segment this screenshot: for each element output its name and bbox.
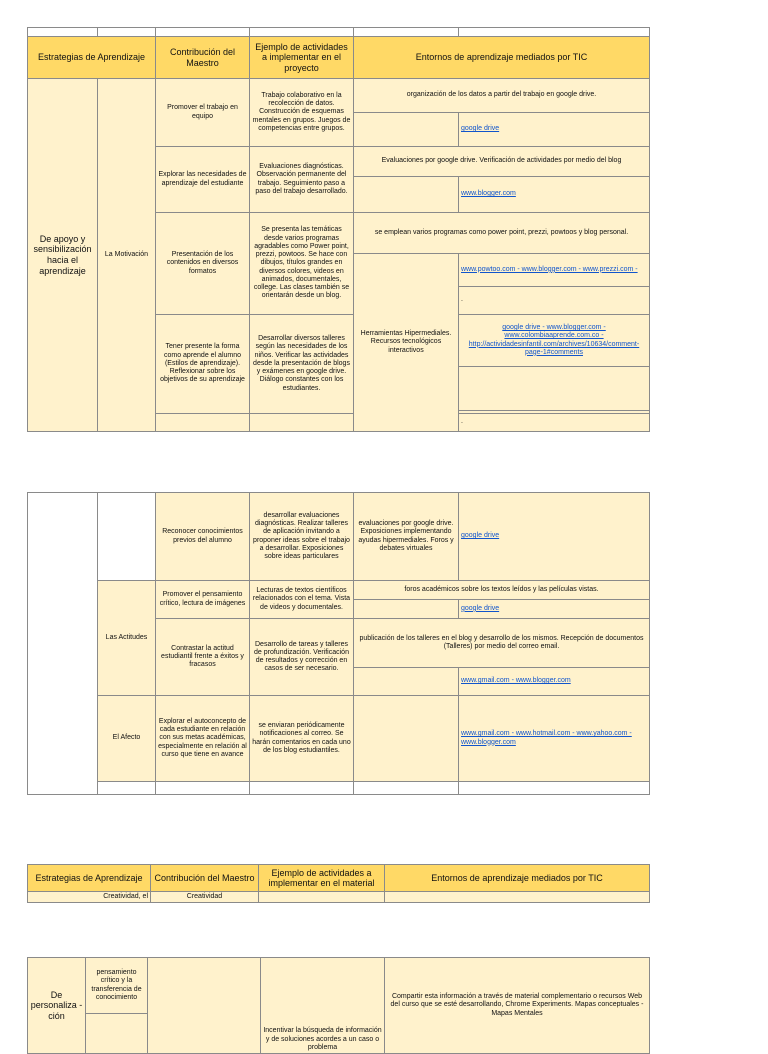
blank-cell — [459, 782, 650, 795]
environment-cell: Evaluaciones por google drive. Verificación de actividades por medio del blog — [354, 147, 650, 177]
table-strategies-2 — [27, 492, 650, 795]
environment-cell: foros académicos sobre los textos leídos y las películas vistas. — [354, 581, 650, 600]
contribution-cell: Reconocer conocimientos previos del alumno — [156, 493, 250, 581]
blank-cell — [250, 782, 354, 795]
environment-cell: Compartir esta información a través de material complementario o recursos Web del curso que se esté desarrollando, Chrome Experiments. Mapas conceptuales - Mapas Mentales — [385, 958, 650, 1054]
example-cell: Incentivar la búsqueda de información y de soluciones acordes a un caso o problema — [261, 958, 385, 1054]
table-strategies-4 — [27, 957, 650, 1054]
link-blogger[interactable]: www.blogger.com — [461, 190, 516, 198]
link-gmail-blogger[interactable]: www.gmail.com - www.blogger.com — [461, 677, 571, 685]
blank-strategy-cell — [28, 493, 98, 795]
blank-cell — [98, 782, 156, 795]
link-google-drive[interactable]: google drive — [461, 125, 500, 133]
example-cell: Trabajo colaborativo en la recolección de datos. Construcción de esquemas mentales en grupos. Juegos de competencias entre grupos. — [250, 79, 354, 147]
link-extra-cell: . — [459, 414, 650, 432]
contribution-cell: Presentación de los contenidos en diversos formatos — [156, 213, 250, 315]
merged-tools-cell: Herramientas Hipermediales. Recursos tecnológicos interactivos — [354, 254, 459, 432]
blank-cell — [148, 958, 261, 1054]
link-google-drive[interactable]: google drive — [461, 532, 500, 540]
contribution-cell: Promover el pensamiento crítico, lectura de imágenes — [156, 581, 250, 619]
blank-cell — [259, 892, 385, 903]
blank-cell — [459, 367, 650, 411]
strategy-cell: De personaliza - ción — [28, 958, 86, 1054]
link-cell — [459, 315, 650, 367]
example-cell: Se presenta las temáticas desde varios programas agradables como Power point, prezzi, powtoos. Se hace con dibujos, títulos grandes en diversos colores, videos en animados, documentales, college. Las clases también se orientarán desde un blog. — [250, 213, 354, 315]
blank-cell — [354, 696, 459, 782]
header-strategy: Estrategias de Aprendizaje — [28, 865, 151, 892]
blank-cell — [354, 782, 459, 795]
header-contribution: Contribución del Maestro — [156, 37, 250, 79]
link-cell — [459, 600, 650, 619]
strategy-cell: De apoyo y sensibilización hacia el aprendizaje — [28, 79, 98, 432]
example-cell: Lecturas de textos científicos relacionados con el tema. Vista de videos y documentales. — [250, 581, 354, 619]
example-cell: Desarrollo de tareas y talleres de profundización. Verificación de resultados y corrección en casos de ser necesario. — [250, 619, 354, 696]
header-environment: Entornos de aprendizaje mediados por TIC — [354, 37, 650, 79]
header-contribution: Contribución del Maestro — [151, 865, 259, 892]
blank-cell — [156, 414, 250, 432]
blank-cell — [354, 177, 459, 213]
link-google-drive[interactable]: google drive — [461, 604, 500, 612]
link-cell — [459, 696, 650, 782]
blank-cell — [354, 668, 459, 696]
blank-cell — [354, 600, 459, 619]
sub-strategy-cell: El Afecto — [98, 696, 156, 782]
header-environment: Entornos de aprendizaje mediados por TIC — [385, 865, 650, 892]
environment-cell: organización de los datos a partir del trabajo en google drive. — [354, 79, 650, 113]
table-strategies-1 — [27, 27, 650, 432]
link-drive-blogger-colombiaaprende[interactable]: google drive - www.blogger.com - www.colombiaaprende.com.co - http://actividadesinfantil.com/archives/10634/comment-page-1#comments — [468, 324, 640, 356]
link-cell — [459, 668, 650, 696]
blank-cell — [86, 1014, 148, 1054]
link-cell — [459, 493, 650, 581]
strategy-cell: Creatividad, el — [28, 892, 151, 903]
environment-cell: se emplean varios programas como power point, prezzi, powtoos y blog personal. — [354, 213, 650, 254]
blank-cell — [98, 493, 156, 581]
link-cell — [459, 254, 650, 287]
contribution-cell: Explorar el autoconcepto de cada estudiante en relación con sus metas académicas, especialmente en relación al curso que tiene en avance — [156, 696, 250, 782]
header-example: Ejemplo de actividades a implementar en el proyecto — [250, 37, 354, 79]
link-cell — [459, 177, 650, 213]
blank-cell — [250, 414, 354, 432]
environment-cell: publicación de los talleres en el blog y desarrollo de los mismos. Recepción de documentos (Talleres) por medio del correo email. — [354, 619, 650, 668]
sub-strategy-cell: pensamiento crítico y la transferencia de conocimiento — [86, 958, 148, 1014]
example-cell: desarrollar evaluaciones diagnósticas. Realizar talleres de aplicación invitando a proponer ideas sobre el trabajo a desarrollar. Exposiciones sobre ideas particulares — [250, 493, 354, 581]
contribution-cell: Contrastar la actitud estudiantil frente a éxitos y fracasos — [156, 619, 250, 696]
sub-strategy-cell: La Motivación — [98, 79, 156, 432]
link-powtoo-blogger-prezzi[interactable]: www.powtoo.com - www.blogger.com - www.prezzi.com - — [461, 265, 638, 273]
blank-cell — [385, 892, 650, 903]
example-cell: Evaluaciones diagnósticas. Observación permanente del trabajo. Seguimiento paso a paso del trabajo desarrollado. — [250, 147, 354, 213]
sub-strategy-cell: Las Actitudes — [98, 581, 156, 696]
environment-cell: evaluaciones por google drive. Exposiciones implementando ayudas hipermediales. Foros y debates virtuales — [354, 493, 459, 581]
link-cell — [459, 113, 650, 147]
link-extra-cell: . — [459, 287, 650, 315]
header-example: Ejemplo de actividades a implementar en el material — [259, 865, 385, 892]
contribution-cell: Promover el trabajo en equipo — [156, 79, 250, 147]
blank-cell — [354, 113, 459, 147]
example-cell: se enviaran periódicamente notificaciones al correo. Se harán comentarios en cada uno de los blog estudiantiles. — [250, 696, 354, 782]
link-gmail-hotmail-yahoo-blogger[interactable]: www.gmail.com - www.hotmail.com - www.yahoo.com - www.blogger.com — [461, 730, 632, 746]
header-strategy: Estrategias de Aprendizaje — [28, 37, 156, 79]
contribution-cell: Explorar las necesidades de aprendizaje del estudiante — [156, 147, 250, 213]
table-strategies-3 — [27, 864, 650, 903]
contribution-cell: Tener presente la forma como aprende el alumno (Estilos de aprendizaje). Reflexionar sobre los objetivos de su aprendizaje — [156, 315, 250, 414]
blank-cell — [156, 782, 250, 795]
contribution-cell: Creatividad — [151, 892, 259, 903]
example-cell: Desarrollar diversos talleres según las necesidades de los niños. Verificar las actividades desde la presentación de blogs y exámenes en google drive. Diálogo constantes con los estudiantes. — [250, 315, 354, 414]
